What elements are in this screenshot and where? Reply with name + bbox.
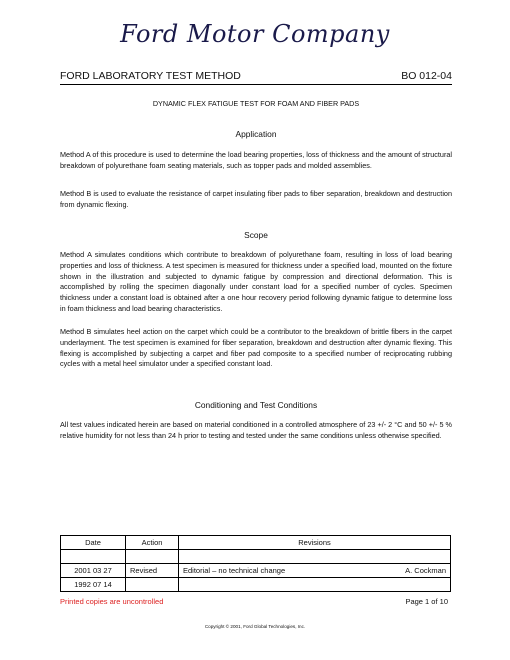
table-row	[61, 564, 451, 578]
action-column-header: Action	[126, 536, 179, 550]
ford-logo: Ford Motor Company	[120, 20, 390, 48]
revision-description	[179, 578, 451, 592]
revision-date: 2001 03 27	[61, 564, 126, 578]
document-title: DYNAMIC FLEX FATIGUE TEST FOR FOAM AND FIBER PADS	[152, 99, 360, 108]
uncontrolled-copy-notice: Printed copies are uncontrolled	[60, 597, 164, 606]
header-method-label: FORD LABORATORY TEST METHOD	[60, 70, 241, 82]
application-heading: Application	[235, 129, 277, 139]
revision-author: A. Cockman	[405, 566, 446, 575]
revisions-column-header: Revisions	[179, 536, 451, 550]
header-method-number: BO 012-04	[401, 70, 452, 82]
copyright-notice: Copyright © 2001, Ford Global Technologies, Inc.	[204, 624, 306, 629]
revision-text: Editorial – no technical change	[183, 566, 286, 575]
table-row	[61, 550, 451, 564]
scope-heading: Scope	[244, 230, 268, 240]
conditioning-paragraph: All test values indicated herein are based on material conditioned in a controlled atmosphere of 23 +/- 2 °C and 50 +/- 5 % relative humidity for not less than 24 h prior to testing and tested under the same conditions unless otherwise specified.	[60, 420, 452, 440]
scope-paragraph-1: Method A simulates conditions which contribute to breakdown of polyurethane foam, resulting in loss of load bearing properties and loss of thickness. A test specimen is measured for thickness under a specified load, mounted on the fixture shown in the illustration and subjected to dynamic fatigue by compression and directional deformation. This is accomplished by rolling the specimen diagonally under constant load for a specified number of cycles. Specimen thickness under a constant load is obtained after a one hour recovery period following dynamic fatigue to determine loss in foam thickness and load bearing characteristics.	[60, 250, 452, 313]
scope-paragraph-2: Method B simulates heel action on the carpet which could be a contributor to the breakdown of brittle fibers in the carpet underlayment. The test specimen is examined for fiber separation, breakdown and destruction after dynamic flexing. This flexing is accomplished by subjecting a carpet and fiber pad composite to a specified number of reciprocating rubbing cycles with a metal heel simulator under a specified constant load.	[60, 327, 452, 369]
application-paragraph-1: Method A of this procedure is used to determine the load bearing properties, loss of thickness and the amount of structural breakdown of polyurethane foam seating materials, such as topper pads and molded assemblies.	[60, 150, 452, 170]
revision-action	[126, 550, 179, 564]
document-header	[60, 70, 452, 82]
revision-description	[179, 550, 451, 564]
header-divider	[60, 84, 452, 85]
revision-description	[179, 564, 451, 578]
date-column-header: Date	[61, 536, 126, 550]
revision-action	[126, 578, 179, 592]
revision-date: 1992 07 14	[61, 578, 126, 592]
page-number: Page 1 of 10	[405, 597, 448, 606]
revisions-table	[60, 535, 451, 592]
table-header-row	[61, 536, 451, 550]
table-row	[61, 578, 451, 592]
application-paragraph-2: Method B is used to evaluate the resistance of carpet insulating fiber pads to fiber separation, breakdown and destruction from dynamic flexing.	[60, 189, 452, 209]
revision-date	[61, 550, 126, 564]
revision-action: Revised	[126, 564, 179, 578]
conditioning-heading: Conditioning and Test Conditions	[194, 400, 318, 410]
